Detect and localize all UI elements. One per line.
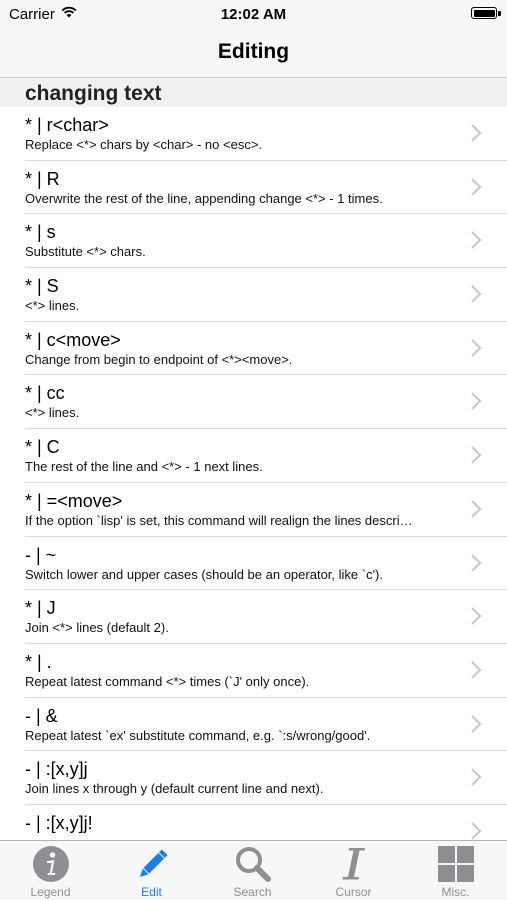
command-description: Substitute <*> chars. (25, 244, 146, 260)
tab-label: Edit (141, 885, 162, 899)
battery-tip (498, 11, 501, 16)
command-text: * | c<move> (25, 329, 121, 350)
list-item[interactable] (0, 214, 507, 268)
chevron-right-icon (469, 445, 483, 465)
command-text: * | cc (25, 383, 65, 404)
command-description: Join lines x through y (default current line and next). (25, 781, 324, 797)
carrier-label: Carrier (9, 6, 55, 23)
tab-label: Legend (30, 885, 71, 899)
command-description: Join <*> lines (default 2). (25, 620, 169, 636)
chevron-right-icon (469, 499, 483, 519)
command-description: Switch lower and upper cases (should be an operator, like `c'). (25, 566, 384, 582)
chevron-right-icon (469, 391, 483, 411)
list-item[interactable] (0, 590, 507, 644)
tab-misc[interactable] (404, 841, 507, 901)
navigation-bar (0, 30, 507, 78)
chevron-right-icon (469, 767, 483, 787)
chevron-right-icon (469, 230, 483, 250)
chevron-right-icon (469, 660, 483, 680)
tab-label: Search (233, 885, 272, 899)
command-text: * | s (25, 222, 56, 243)
list-item[interactable] (0, 483, 507, 537)
list-item[interactable] (0, 322, 507, 376)
command-text: * | C (25, 437, 60, 458)
list-item[interactable] (0, 751, 507, 805)
chevron-right-icon (469, 123, 483, 143)
list-item[interactable] (0, 698, 507, 752)
command-text: - | & (25, 705, 58, 726)
command-description: Repeat latest command <*> times (`J' only once). (25, 673, 310, 689)
command-text: - | ~ (25, 544, 57, 565)
status-bar (0, 0, 507, 30)
chevron-right-icon (469, 714, 483, 734)
command-description: <*> lines. (25, 405, 80, 421)
section-header (0, 79, 507, 107)
command-description: Repeat latest `ex' substitute command, e.g. `:s/wrong/good'. (25, 727, 371, 743)
tab-search[interactable] (202, 841, 303, 901)
tab-label: Cursor (335, 885, 372, 899)
chevron-right-icon (469, 553, 483, 573)
command-text: - | :[x,y]j! (25, 812, 93, 833)
command-description: If the option `lisp' is set, this command will realign the lines descri… (25, 512, 413, 528)
command-description: Replace <*> chars by <char> - no <esc>. (25, 137, 263, 152)
list-item[interactable] (0, 161, 507, 215)
chevron-right-icon (469, 177, 483, 197)
section-title: changing text (25, 82, 162, 105)
list-item[interactable] (0, 107, 507, 161)
command-text: * | r<char> (25, 115, 109, 135)
grid-icon (437, 845, 475, 883)
chevron-right-icon (469, 821, 483, 840)
command-description: Change from begin to endpoint of <*><move>. (25, 351, 293, 367)
command-text: * | R (25, 168, 60, 189)
text-cursor-icon (339, 845, 369, 883)
tab-bar (0, 840, 507, 900)
page-title: Editing (217, 40, 290, 63)
list-item[interactable] (0, 375, 507, 429)
command-list[interactable] (0, 107, 507, 840)
chevron-right-icon (469, 606, 483, 626)
command-text: - | :[x,y]j (25, 759, 88, 780)
command-text: * | S (25, 276, 59, 297)
list-item[interactable] (0, 644, 507, 698)
battery-icon (471, 7, 497, 19)
tab-edit[interactable] (101, 841, 202, 901)
command-text: * | . (25, 651, 52, 672)
command-description: Overwrite the rest of the line, appending change <*> - 1 times. (25, 190, 383, 206)
command-description: The rest of the line and <*> - 1 next lines. (25, 459, 263, 475)
command-text: * | J (25, 598, 56, 619)
list-item[interactable] (0, 805, 507, 840)
chevron-right-icon (469, 338, 483, 358)
info-icon (32, 845, 70, 883)
list-item[interactable] (0, 429, 507, 483)
list-item[interactable] (0, 268, 507, 322)
magnifier-icon (233, 845, 273, 885)
clock: 12:02 AM (220, 6, 287, 23)
command-description: <*> lines. (25, 298, 80, 314)
chevron-right-icon (469, 284, 483, 304)
pencil-icon (132, 845, 172, 885)
list-item[interactable] (0, 537, 507, 591)
command-text: * | =<move> (25, 490, 123, 511)
tab-cursor[interactable] (303, 841, 404, 901)
tab-label: Misc. (441, 885, 470, 899)
tab-legend[interactable] (0, 841, 101, 901)
